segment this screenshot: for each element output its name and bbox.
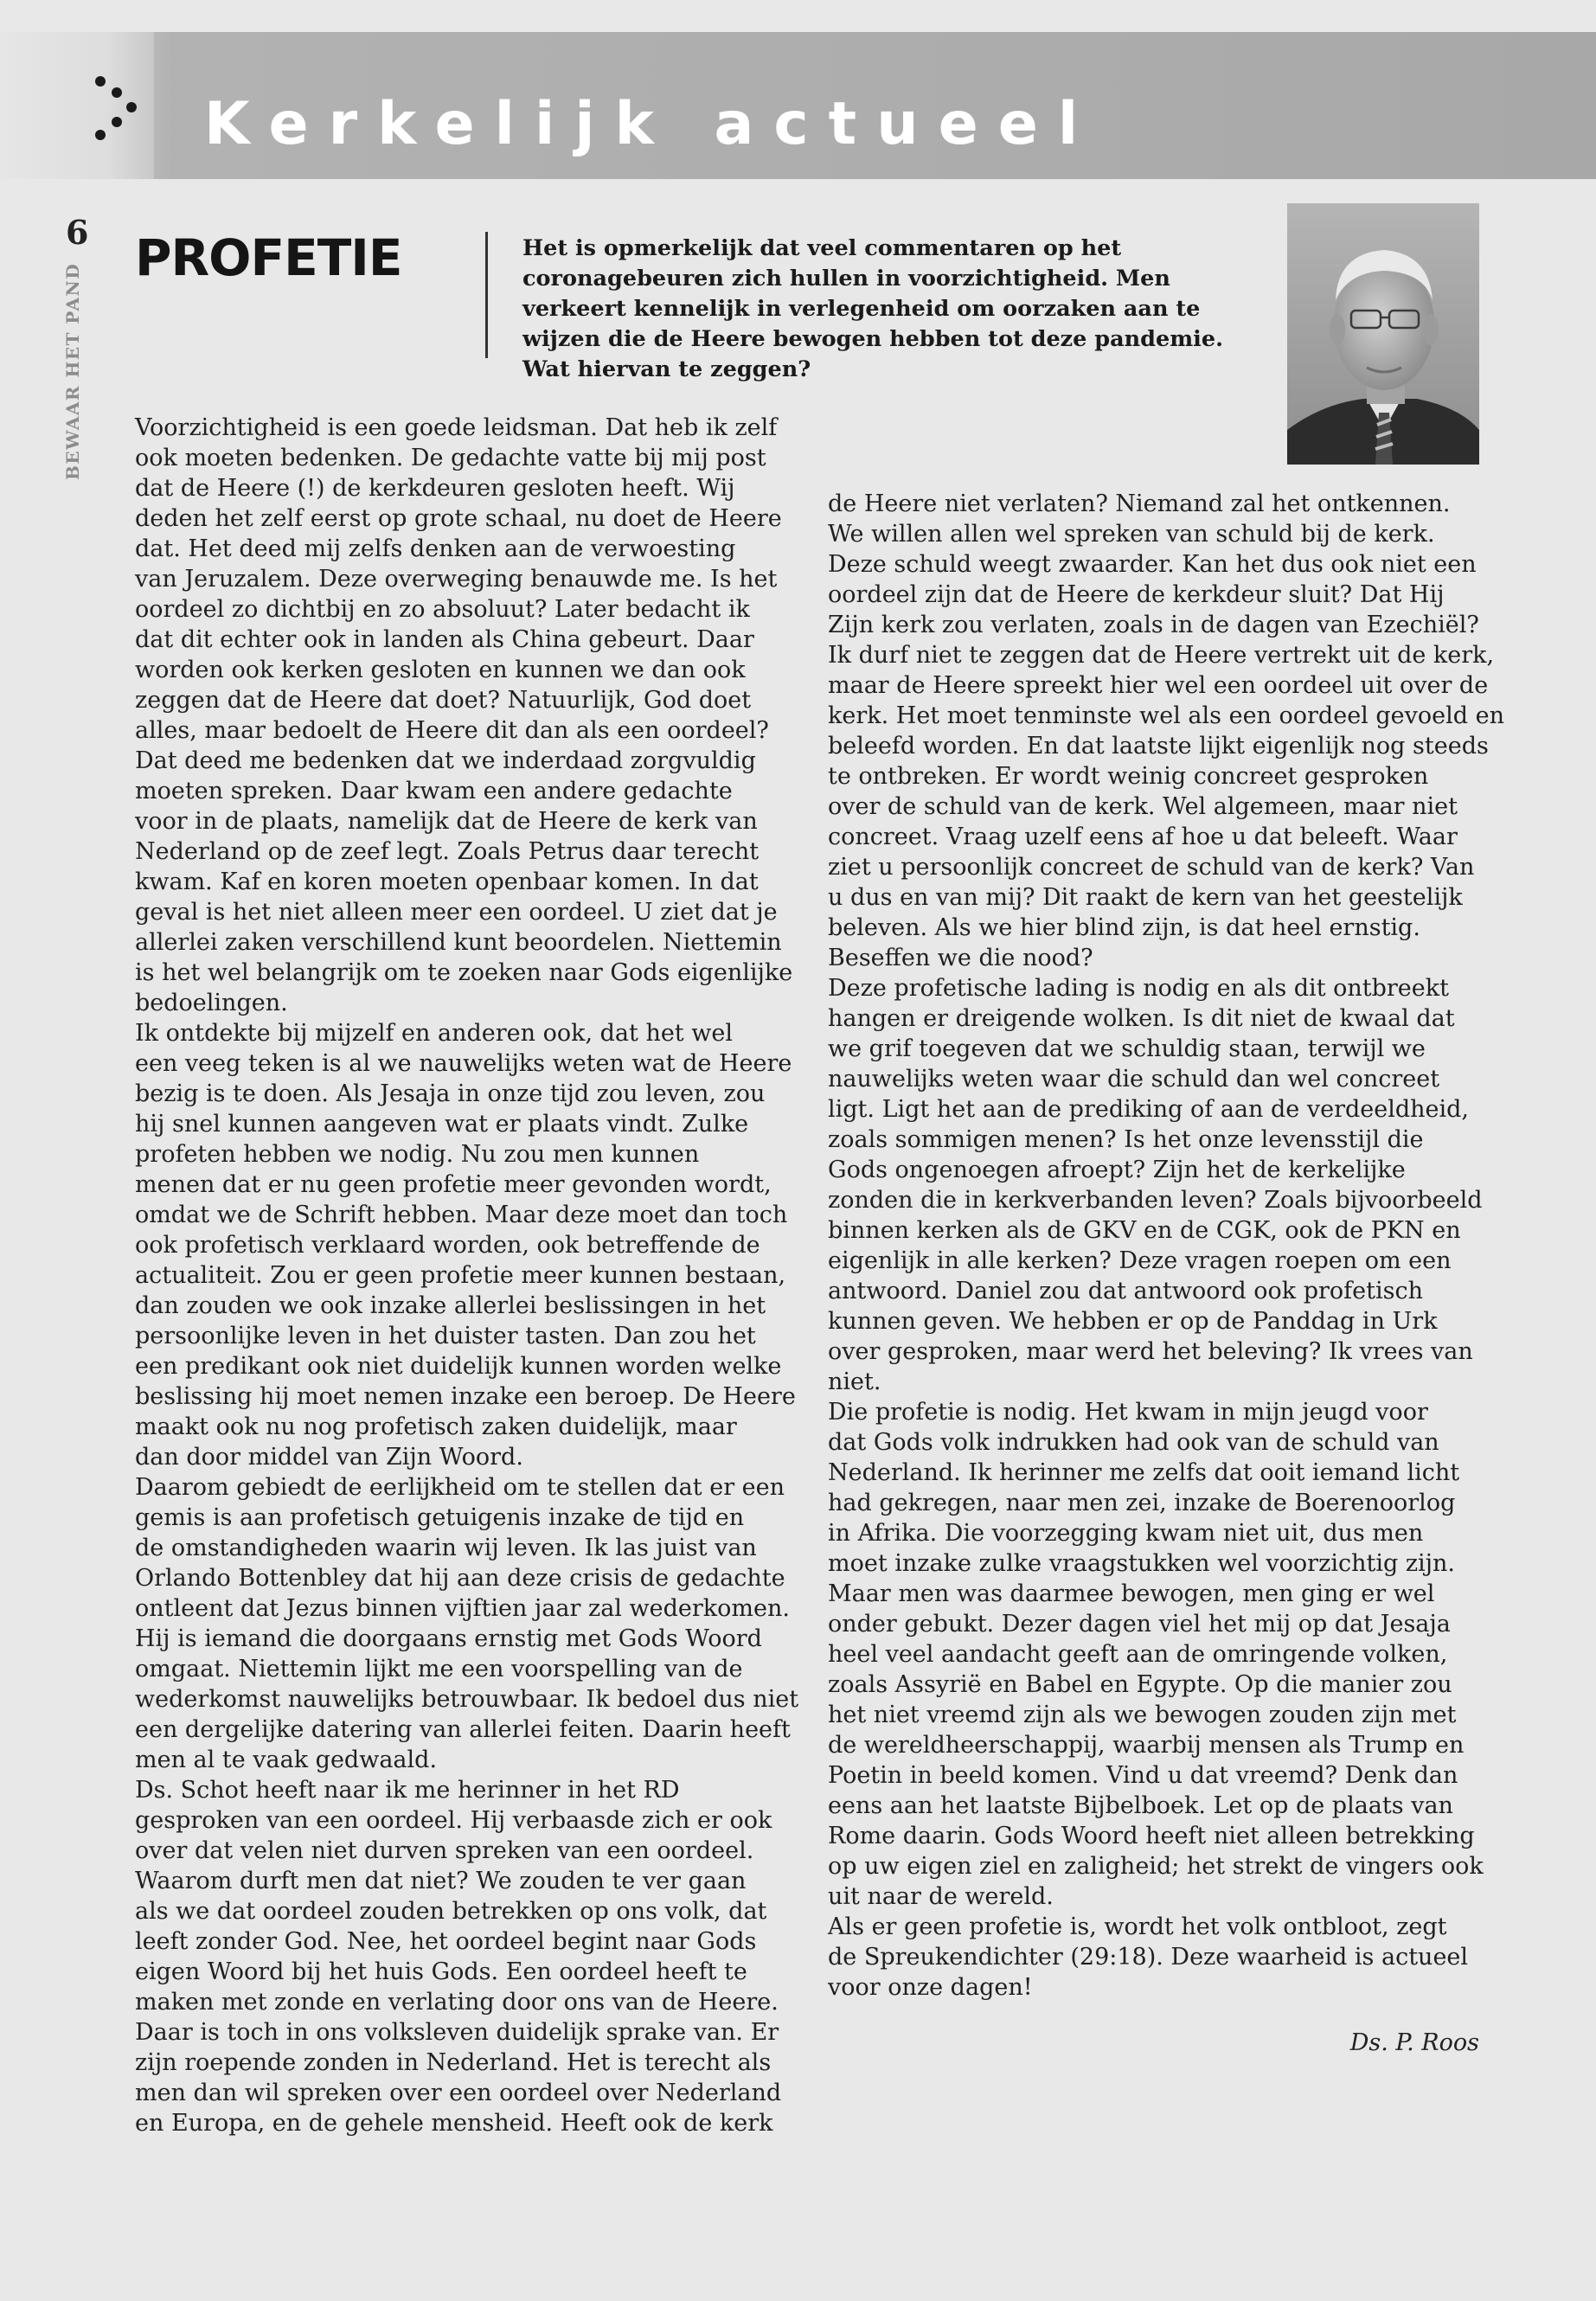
body-line: zijn roepende zonden in Nederland. Het is terecht als <box>135 2049 772 2076</box>
body-line: Nederland op de zeef legt. Zoals Petrus daar terecht <box>135 838 760 865</box>
intro-line: Wat hiervan te zeggen? <box>522 356 811 382</box>
body-line: Zijn kerk zou verlaten, zoals in de dagen van Ezechiël? <box>828 612 1479 638</box>
intro-line: wijzen die de Heere bewogen hebben tot deze pandemie. <box>522 326 1223 352</box>
body-line: hij snel kunnen aangeven wat er plaats vindt. Zulke <box>135 1111 749 1138</box>
body-line: Deze profetische lading is nodig en als dit ontbreekt <box>828 975 1449 1002</box>
body-line: ziet u persoonlijk concreet de schuld van de kerk? Van <box>828 854 1475 881</box>
body-line: ook profetisch verklaard worden, ook betreffende de <box>135 1232 760 1259</box>
body-line: en Europa, en de gehele mensheid. Heeft ook de kerk <box>135 2110 773 2137</box>
body-line: heel veel aandacht geeft aan de omringende volken, <box>828 1641 1448 1668</box>
body-line: We willen allen wel spreken van schuld bij de kerk. <box>828 521 1435 548</box>
body-line: u dus en van mij? Dit raakt de kern van het geestelijk <box>828 884 1463 911</box>
body-line: eigen Woord bij het huis Gods. Een oordeel heeft te <box>135 1958 747 1985</box>
body-line: omdat we de Schrift hebben. Maar deze moet dan toch <box>135 1202 788 1228</box>
body-line: Hij is iemand die doorgaans ernstig met Gods Woord <box>135 1625 762 1652</box>
body-line: dat de Heere (!) de kerkdeuren gesloten heeft. Wij <box>135 475 735 502</box>
body-line: Ik ontdekte bij mijzelf en anderen ook, dat het wel <box>135 1020 733 1047</box>
body-line: gesproken van een oordeel. Hij verbaasde zich er ook <box>135 1807 772 1834</box>
author-portrait-image <box>1287 203 1479 465</box>
body-line: actualiteit. Zou er geen profetie meer kunnen bestaan, <box>135 1262 786 1289</box>
body-line: de wereldheerschappij, waarbij mensen als Trump en <box>828 1732 1465 1759</box>
article-headline: PROFETIE <box>135 228 402 287</box>
body-line: over de schuld van de kerk. Wel algemeen, maar niet <box>828 793 1458 820</box>
body-line: Maar men was daarmee bewogen, men ging er wel <box>828 1580 1435 1607</box>
body-line: leeft zonder God. Nee, het oordeel begint naar Gods <box>135 1928 757 1955</box>
body-line: op uw eigen ziel en zaligheid; het strekt de vingers ook <box>828 1853 1484 1880</box>
body-line: bezig is te doen. Als Jesaja in onze tijd zou leven, zou <box>135 1080 766 1107</box>
body-line: zonden die in kerkverbanden leven? Zoals bijvoorbeeld <box>828 1187 1483 1214</box>
body-line: over dat velen niet durven spreken van een oordeel. <box>135 1837 754 1864</box>
body-line: allerlei zaken verschillend kunt beoordelen. Niettemin <box>135 929 782 956</box>
body-line: beslissing hij moet nemen inzake een beroep. De Heere <box>135 1383 796 1410</box>
body-line: Orlando Bottenbley dat hij aan deze crisis de gedachte <box>135 1565 785 1592</box>
body-line: kerk. Het moet tenminste wel als een oordeel gevoeld en <box>828 702 1505 729</box>
body-line: Dat deed me bedenken dat we inderdaad zorgvuldig <box>135 747 756 774</box>
body-line: Daarom gebiedt de eerlijkheid om te stellen dat er een <box>135 1474 785 1501</box>
body-line: Waarom durft men dat niet? We zouden te ver gaan <box>135 1868 747 1894</box>
body-line: men al te vaak gedwaald. <box>135 1747 438 1773</box>
body-line: nauwelijks weten waar die schuld dan wel concreet <box>828 1066 1440 1093</box>
intro-line: coronagebeuren zich hullen in voorzichtigheid. Men <box>522 266 1170 292</box>
body-line: de Spreukendichter (29:18). Deze waarheid is actueel <box>828 1944 1469 1971</box>
body-line: het niet vreemd zijn als we bewogen zouden zijn met <box>828 1702 1457 1728</box>
body-line: een dergelijke datering van allerlei feiten. Daarin heeft <box>135 1716 791 1743</box>
body-line: we grif toegeven dat we schuldig staan, terwijl we <box>828 1035 1426 1062</box>
body-line: moet inzake zulke vraagstukken wel voorzichtig zijn. <box>828 1550 1456 1577</box>
body-line: Ik durf niet te zeggen dat de Heere vertrekt uit de kerk, <box>828 642 1495 669</box>
body-line: deden het zelf eerst op grote schaal, nu doet de Heere <box>135 505 782 532</box>
author-signature: Ds. P. Roos <box>1349 2029 1479 2056</box>
body-line: geval is het niet alleen meer een oordeel. U ziet dat je <box>135 899 778 926</box>
intro-line: verkeert kennelijk in verlegenheid om oorzaken aan te <box>522 296 1201 322</box>
body-line: Voorzichtigheid is een goede leidsman. Dat heb ik zelf <box>135 414 778 441</box>
body-line: Poetin in beeld komen. Vind u dat vreemd? Denk dan <box>828 1762 1458 1789</box>
body-line: een predikant ook niet duidelijk kunnen worden welke <box>135 1353 782 1380</box>
body-line: oordeel zo dichtbij en zo absoluut? Later bedacht ik <box>135 596 750 623</box>
page-number: 6 <box>66 213 89 252</box>
body-line: zeggen dat de Heere dat doet? Natuurlijk, God doet <box>135 687 752 714</box>
body-line: onder gebukt. Dezer dagen viel het mij op dat Jesaja <box>828 1611 1451 1638</box>
body-line: Als er geen profetie is, wordt het volk ontbloot, zegt <box>828 1913 1447 1940</box>
body-line: eens aan het laatste Bijbelboek. Let op de plaats van <box>828 1792 1453 1819</box>
body-line: als we dat oordeel zouden betrekken op ons volk, dat <box>135 1898 767 1925</box>
body-line: persoonlijke leven in het duister tasten. Dan zou het <box>135 1323 756 1349</box>
body-line: gemis is aan profetisch getuigenis inzake de tijd en <box>135 1504 745 1531</box>
body-line: uit naar de wereld. <box>828 1883 1054 1910</box>
body-line: men dan wil spreken over een oordeel over Nederland <box>135 2080 782 2106</box>
body-line: bedoelingen. <box>135 990 288 1016</box>
body-line: oordeel zijn dat de Heere de kerkdeur sluit? Dat Hij <box>828 581 1445 608</box>
body-line: omgaat. Niettemin lijkt me een voorspelling van de <box>135 1656 743 1682</box>
body-line: Rome daarin. Gods Woord heeft niet alleen betrekking <box>828 1823 1475 1849</box>
body-line: hangen er dreigende wolken. Is dit niet de kwaal dat <box>828 1005 1455 1032</box>
dots-icon <box>93 74 138 142</box>
headline-divider <box>485 232 488 358</box>
body-line: dan zouden we ook inzake allerlei beslissingen in het <box>135 1292 766 1319</box>
body-line: Daar is toch in ons volksleven duidelijk sprake van. Er <box>135 2019 779 2046</box>
body-line: niet. <box>828 1368 881 1395</box>
body-line: zoals Assyrië en Babel en Egypte. Op die manier zou <box>828 1671 1452 1698</box>
body-line: maken met zonde en verlating door ons van de Heere. <box>135 1989 779 2016</box>
body-line: zoals sommigen menen? Is het onze levensstijl die <box>828 1126 1424 1153</box>
body-line: dat dit echter ook in landen als China gebeurt. Daar <box>135 626 754 653</box>
body-line: in Afrika. Die voorzegging kwam niet uit, dus men <box>828 1520 1424 1547</box>
body-line: een veeg teken is al we nauwelijks weten wat de Heere <box>135 1050 792 1077</box>
body-line: ligt. Ligt het aan de prediking of aan de verdeeldheid, <box>828 1096 1470 1123</box>
body-line: maar de Heere spreekt hier wel een oordeel uit over de <box>828 672 1489 699</box>
body-line: moeten spreken. Daar kwam een andere gedachte <box>135 778 733 804</box>
body-line: profeten hebben we nodig. Nu zou men kunnen <box>135 1141 700 1168</box>
body-line: Die profetie is nodig. Het kwam in mijn jeugd voor <box>828 1399 1428 1426</box>
body-line: wederkomst nauwelijks betrouwbaar. Ik bedoel dus niet <box>135 1686 799 1713</box>
body-line: de omstandigheden waarin wij leven. Ik las juist van <box>135 1535 757 1561</box>
body-line: beleefd worden. En dat laatste lijkt eigenlijk nog steeds <box>828 733 1489 760</box>
body-line: Ds. Schot heeft naar ik me herinner in het RD <box>135 1777 680 1804</box>
body-line: worden ook kerken gesloten en kunnen we dan ook <box>135 657 746 683</box>
body-line: dat. Het deed mij zelfs denken aan de verwoesting <box>135 535 736 562</box>
section-title: Kerkelijk actueel <box>204 90 1099 158</box>
body-line: had gekregen, naar men zei, inzake de Boerenoorlog <box>828 1490 1456 1516</box>
body-line: van Jeruzalem. Deze overweging benauwde me. Is het <box>135 566 778 593</box>
body-line: binnen kerken als de GKV en de CGK, ook de PKN en <box>828 1217 1461 1244</box>
body-line: ook moeten bedenken. De gedachte vatte bij mij post <box>135 445 766 471</box>
body-line: ontleent dat Jezus binnen vijftien jaar zal wederkomen. <box>135 1595 790 1622</box>
body-line: beleven. Als we hier blind zijn, is dat heel ernstig. <box>828 914 1420 941</box>
body-line: alles, maar bedoelt de Heere dit dan als een oordeel? <box>135 717 769 744</box>
body-line: voor in de plaats, namelijk dat de Heere de kerk van <box>135 808 758 835</box>
body-line: concreet. Vraag uzelf eens af hoe u dat beleeft. Waar <box>828 824 1458 850</box>
body-line: Deze schuld weegt zwaarder. Kan het dus ook niet een <box>828 551 1477 578</box>
body-line: de Heere niet verlaten? Niemand zal het ontkennen. <box>828 490 1451 517</box>
body-line: dat Gods volk indrukken had ook van de schuld van <box>828 1429 1439 1456</box>
article-intro <box>522 234 1240 385</box>
author-portrait <box>1287 203 1479 465</box>
body-line: Beseffen we die nood? <box>828 945 1093 971</box>
body-line: eigenlijk in alle kerken? Deze vragen roepen om een <box>828 1247 1452 1274</box>
body-line: kwam. Kaf en koren moeten openbaar komen. In dat <box>135 868 759 895</box>
body-line: kunnen geven. We hebben er op de Panddag in Urk <box>828 1308 1438 1335</box>
article-body-right-column <box>828 489 1505 2003</box>
body-line: over gesproken, maar werd het beleving? Ik vrees van <box>828 1338 1473 1365</box>
body-line: Nederland. Ik herinner me zelfs dat ooit iemand licht <box>828 1459 1460 1486</box>
body-line: maakt ook nu nog profetisch zaken duidelijk, maar <box>135 1413 737 1440</box>
body-line: voor onze dagen! <box>828 1974 1033 2001</box>
intro-line: Het is opmerkelijk dat veel commentaren op het <box>522 235 1122 261</box>
body-line: menen dat er nu geen profetie meer gevonden wordt, <box>135 1171 772 1198</box>
body-line: Gods ongenoegen afroept? Zijn het de kerkelijke <box>828 1157 1406 1183</box>
body-line: is het wel belangrijk om te zoeken naar Gods eigenlijke <box>135 959 793 986</box>
body-line: te ontbreken. Er wordt weinig concreet gesproken <box>828 763 1429 790</box>
article-body-left-column <box>135 413 799 2138</box>
publication-side-label: BEWAAR HET PAND <box>62 262 83 480</box>
body-line: dan door middel van Zijn Woord. <box>135 1444 523 1471</box>
body-line: antwoord. Daniel zou dat antwoord ook profetisch <box>828 1278 1423 1304</box>
